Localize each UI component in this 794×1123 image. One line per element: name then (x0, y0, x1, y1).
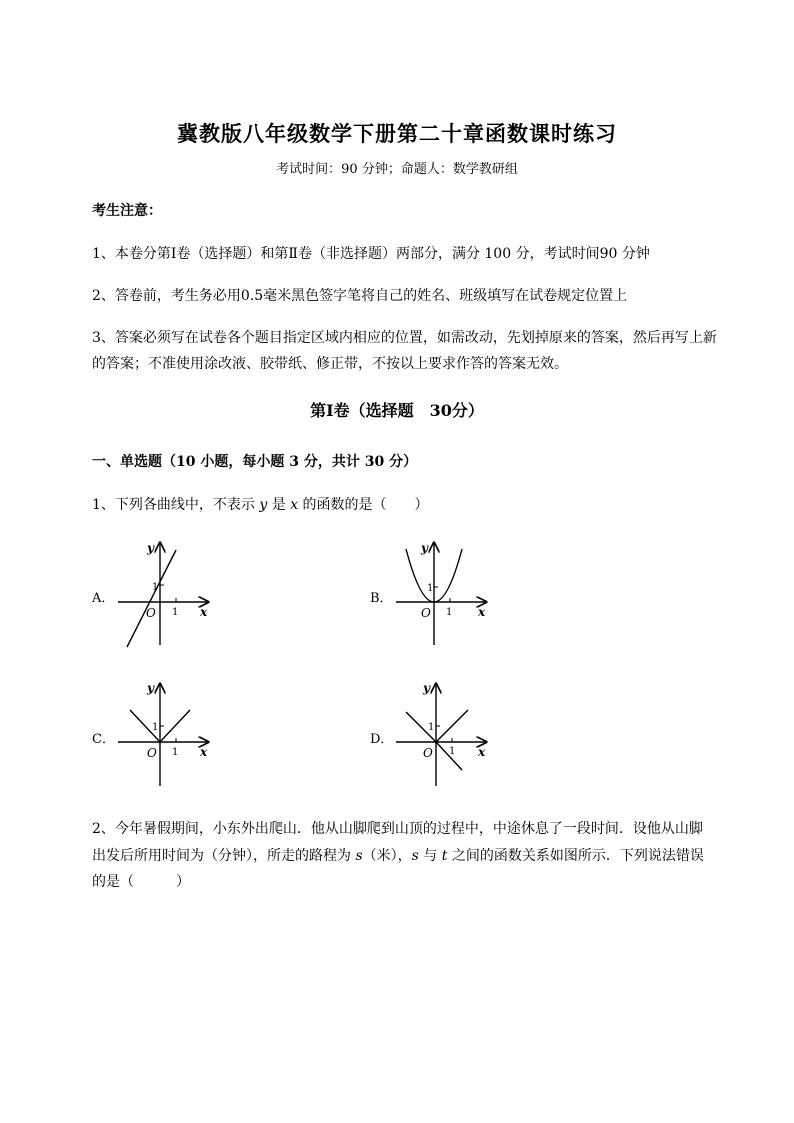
graph-upper-branch (436, 710, 468, 742)
q2-var-s: s (355, 848, 363, 864)
exam-info: 考试时间：90 分钟；命题人：数学教研组 (276, 162, 518, 177)
y-label: y (423, 681, 430, 695)
question-2-line-3: 的是（ ） (92, 874, 190, 890)
note-item-3-cont: 的答案；不准使用涂改液、胶带纸、修正带，不按以上要求作答的答案无效。 (92, 356, 568, 372)
y-one-label: 1 (427, 583, 434, 594)
y-label: y (147, 541, 154, 555)
page-title: 冀教版八年级数学下册第二十章函数课时练习 (177, 121, 617, 146)
x-one-label: 1 (172, 607, 179, 618)
y-one-label: 1 (152, 582, 159, 593)
notes-heading: 考生注意： (92, 203, 162, 219)
origin-label: O (147, 746, 157, 760)
y-one-label: 1 (152, 722, 159, 733)
note-item-1: 1、本卷分第Ⅰ卷（选择题）和第Ⅱ卷（非选择题）两部分，满分 100 分，考试时间90 分钟 (92, 246, 650, 262)
x-one-label: 1 (172, 747, 179, 758)
question-2-line-1: 2、今年暑假期间，小东外出爬山．他从山脚爬到山顶的过程中，中途休息了一段时间．设他从山脚 (92, 821, 703, 837)
q2-text-b: （米）， (362, 848, 412, 864)
section-title: 第Ⅰ卷（选择题 30分） (310, 401, 484, 420)
option-d-graph (388, 676, 498, 791)
y-one-label: 1 (428, 722, 435, 733)
x-label: x (478, 745, 486, 759)
option-d-label: D． (370, 732, 394, 747)
x-label: x (200, 745, 208, 759)
option-b-label: B． (370, 591, 393, 606)
x-one-label: 1 (449, 746, 456, 757)
x-label: x (478, 605, 486, 619)
origin-label: O (423, 746, 433, 760)
q1-var-x: x (290, 497, 299, 513)
question-1 (92, 494, 429, 514)
origin-label: O (421, 606, 431, 620)
q2-text-c: 与 (418, 848, 442, 864)
q2-var-t: t (441, 848, 448, 864)
q1-var-y: y (259, 497, 268, 513)
note-item-3: 3、答案必须写在试卷各个题目指定区域内相应的位置，如需改动，先划掉原来的答案，然后再写上新 (92, 330, 717, 346)
option-c-label: C． (92, 732, 115, 747)
origin-label: O (146, 606, 156, 620)
question-2-line-2 (92, 845, 704, 865)
x-one-label: 1 (446, 607, 453, 618)
graph-curve (127, 550, 179, 647)
x-label: x (200, 605, 208, 619)
subsection-title: 一、单选题（10 小题，每小题 3 分，共计 30 分） (92, 454, 418, 470)
option-b-graph (388, 535, 498, 650)
note-item-2: 2、答卷前，考生务必用0.5毫米黑色签字笔将自己的姓名、班级填写在试卷规定位置上 (92, 288, 628, 304)
q1-suffix: 的函数的是（ ） (298, 497, 429, 513)
q1-mid: 是 (267, 497, 291, 513)
y-label: y (421, 541, 428, 555)
option-a-label: A． (92, 591, 115, 606)
q2-var-s2: s (411, 848, 419, 864)
y-label: y (147, 681, 154, 695)
q1-prefix: 1、下列各曲线中，不表示 (92, 497, 260, 513)
option-a-graph (110, 535, 220, 650)
option-c-graph (110, 676, 220, 791)
q2-text-d: 之间的函数关系如图所示．下列说法错误 (447, 848, 704, 864)
q2-text-a: 出发后所用时间为（分钟），所走的路程为 (92, 848, 356, 864)
